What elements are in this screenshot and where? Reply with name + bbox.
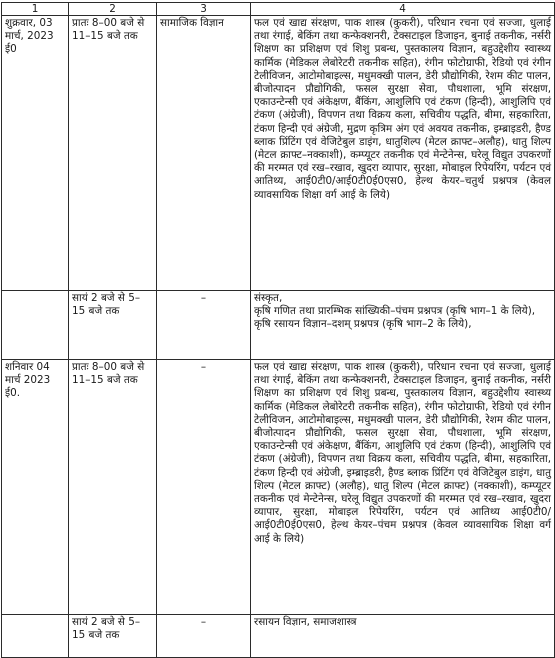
column-header-1: 1 bbox=[2, 3, 69, 16]
paper-line: संस्कृत, bbox=[254, 292, 283, 304]
exam-day-cell: शुक्रवार, 03 मार्च, 2023 ई0 bbox=[2, 16, 69, 291]
exam-subject-cell: – bbox=[157, 615, 251, 658]
exam-time-cell: प्रातः 8–00 बजे से 11–15 बजे तक bbox=[69, 360, 157, 615]
paper-line: कृषि रसायन विज्ञान–दशम् प्रश्नपत्र (कृषि भाग–2 के लिये), bbox=[254, 318, 472, 331]
exam-time-cell: प्रातः 8–00 बजे से 11–15 बजे तक bbox=[69, 16, 157, 291]
exam-schedule-page bbox=[1, 2, 554, 658]
column-header-4: 4 bbox=[251, 3, 555, 16]
column-header-3: 3 bbox=[157, 3, 251, 16]
table-row bbox=[2, 360, 555, 615]
exam-papers-cell: फल एवं खाद्य संरक्षण, पाक शास्त्र (कुकरी), परिधान रचना एवं सज्जा, धुलाई तथा रंगाई, बेकिंग तथा कन्फेक्शनरी, टेक्सटाइल डिजाइन, बुनाई तकनीक, नर्सरी शिक्षण का प्रशिक्षण एवं शिशु प्रबन्ध, पुस्तकालय विज्ञान, बहुउद्देशीय स्वास्थ्य कार्मिक (मेडिकल लेबोरेटरी तकनीक सहित), रंगीन फोटोग्राफी, रेडियो एवं रंगीन टेलीविजन, आटोमोबाइल्स, मधुमक्खी पालन, डेरी प्रौद्योगिकी, रेशम कीट पालन, बीजोत्पादन प्रौद्योगिकी, फसल सुरक्षा सेवा, पौधशाला, भूमि संरक्षण, एकाउन्टेन्सी एवं अंकेक्षण, बैंकिंग, आशुलिपि एवं टंकण (हिन्दी), आशुलिपि एवं टंकण (अंग्रेजी), विपणन तथा विक्रय कला, सचिवीय पद्धति, बीमा, सहकारिता, टंकण हिन्दी एवं अंग्रेजी, मुद्रण कृत्रिम अंग एवं अवयव तकनीक, इम्ब्राइडरी, हैण्ड ब्लाक प्रिंटिंग एवं वेजिटेबुल डाइंग, धातुशिल्प (मेटल क्राफ्ट–अलौह), धातु शिल्प (मेटल क्राफ्ट–नक्काशी), कम्प्यूटर तकनीक एवं मेन्टेनेन्स, घरेलू विद्युत उपकरणों की मरम्मत एवं रख–रखाव, खुदरा व्यापार, सुरक्षा, मोबाइल रिपेयरिंग, पर्यटन एवं आतिथ्य, आई0टी0/आई0टी0ई0एस0, हेल्थ केयर–चतुर्थ प्रश्नपत्र (केवल व्यावसायिक शिक्षा वर्ग आई के लिये) bbox=[251, 16, 555, 291]
paper-line: कृषि गणित तथा प्रारम्भिक सांख्यिकी–पंचम प्रश्नपत्र (कृषि भाग–1 के लिये), bbox=[254, 305, 536, 318]
table-row bbox=[2, 16, 555, 291]
exam-schedule-table bbox=[1, 2, 555, 658]
exam-day-cell: शनिवार 04 मार्च 2023 ई0. bbox=[2, 360, 69, 615]
exam-day-cell bbox=[2, 615, 69, 658]
exam-day-cell bbox=[2, 291, 69, 360]
table-row bbox=[2, 291, 555, 360]
column-header-2: 2 bbox=[69, 3, 157, 16]
exam-subject-cell: – bbox=[157, 360, 251, 615]
exam-papers-cell bbox=[251, 291, 555, 360]
exam-time-cell: सायं 2 बजे से 5–15 बजे तक bbox=[69, 291, 157, 360]
exam-subject-cell: सामाजिक विज्ञान bbox=[157, 16, 251, 291]
header-row bbox=[2, 3, 555, 16]
exam-papers-cell: रसायन विज्ञान, समाजशास्त्र bbox=[251, 615, 555, 658]
exam-papers-cell: फल एवं खाद्य संरक्षण, पाक शास्त्र (कुकरी), परिधान रचना एवं सज्जा, धुलाई तथा रंगाई, बेकिंग तथा कन्फेक्शनरी, टेक्सटाइल डिजाइन, बुनाई तकनीक, नर्सरी शिक्षण का प्रशिक्षण एवं शिशु प्रबन्ध, पुस्तकालय विज्ञान, बहुउद्देशीय स्वास्थ्य कार्मिक (मेडिकल लेबोरेटरी तकनीक सहित), रंगीन फोटोग्राफी, रेडियो एवं रंगीन टेलीविजन, आटोमोबाइल्स, मधुमक्खी पालन, डेरी प्रौद्योगिकी, रेशम कीट पालन, बीजोत्पादन प्रौद्योगिकी, फसल सुरक्षा सेवा, पौधशाला, भूमि संरक्षण, एकाउन्टेन्सी एवं अंकेक्षण, बैंकिंग, आशुलिपि एवं टंकण (हिन्दी), आशुलिपि एवं टंकण (अंग्रेजी), विपणन तथा विक्रय कला, सचिवीय पद्धति, बीमा, सहकारिता, टंकण हिन्दी एवं अंग्रेजी, इम्ब्राइडरी, हैण्ड ब्लाक प्रिंटिंग एवं वेजिटेबुल डाइंग, धातु शिल्प (मेटल क्राफ्ट) (अलौह), धातु शिल्प (मेटल क्राफ्ट) (नक्काशी), कम्प्यूटर तकनीक एवं मेन्टेनेन्स, घरेलू विद्युत उपकरणों की मरम्मत एवं रख–रखाव, खुदरा व्यापार, सुरक्षा, मोबाइल रिपेयरिंग, पर्यटन एवं आतिथ्य आई0टी0/आई0टी0ई0एस0, हेल्थ केयर–पंचम प्रश्नपत्र (केवल व्यावसायिक शिक्षा वर्ग आई के लिये) bbox=[251, 360, 555, 615]
table-row bbox=[2, 615, 555, 658]
exam-subject-cell: – bbox=[157, 291, 251, 360]
exam-time-cell: सायं 2 बजे से 5–15 बजे तक bbox=[69, 615, 157, 658]
